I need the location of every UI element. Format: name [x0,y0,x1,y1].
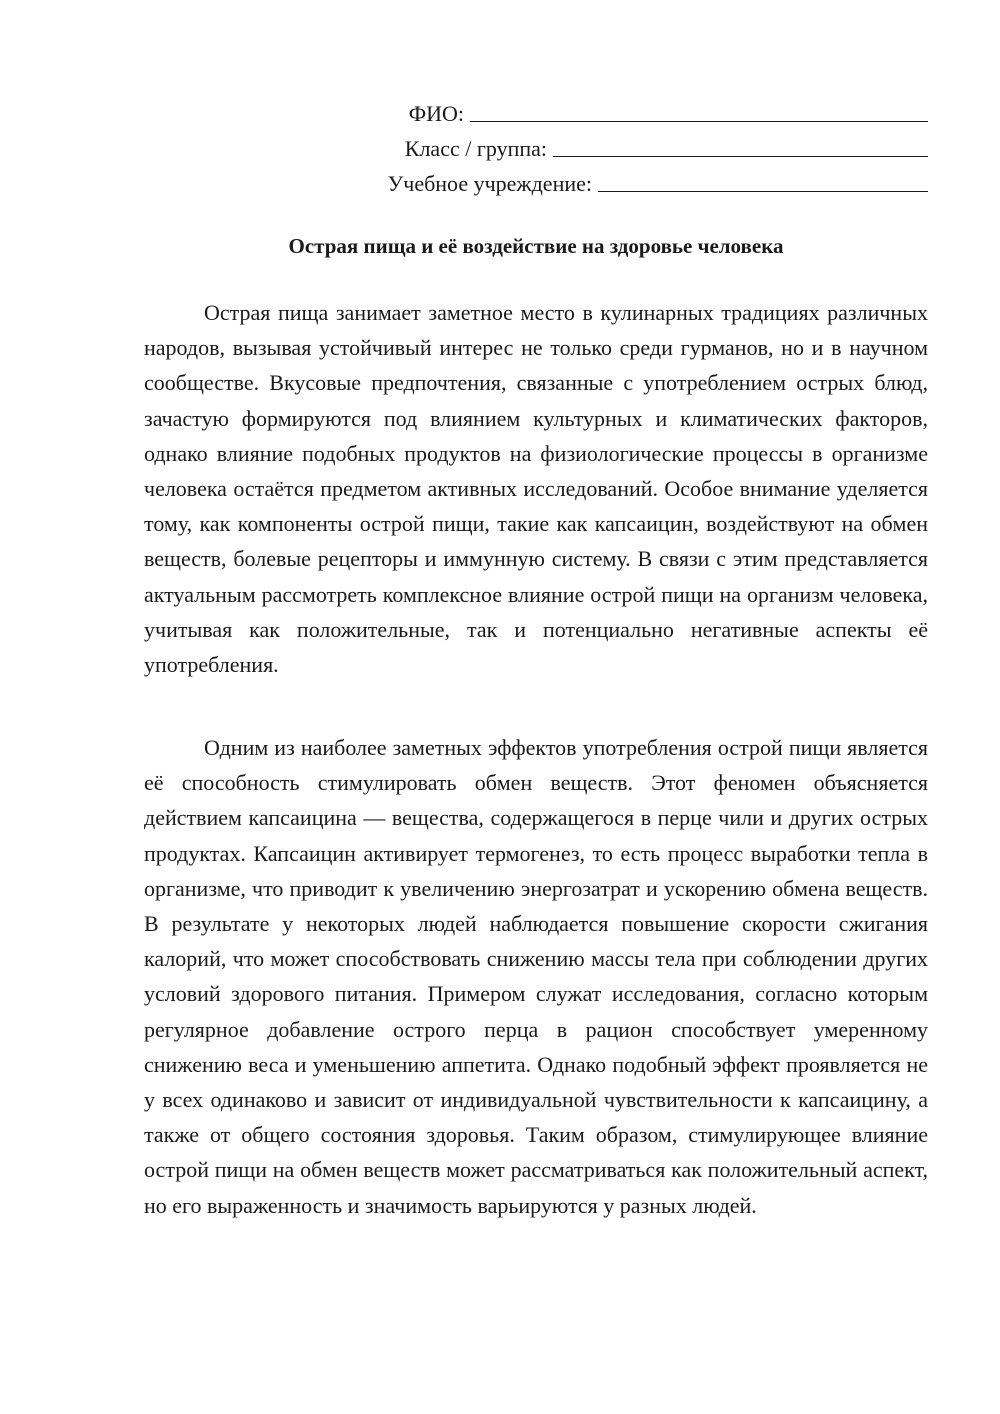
class-blank[interactable] [553,135,928,157]
fio-blank[interactable] [470,100,928,122]
school-label: Учебное учреждение: [387,171,592,196]
document-title: Острая пища и её воздействие на здоровье человека [288,234,784,258]
class-label: Класс / группа: [404,136,547,161]
student-info-block [300,92,928,197]
fio-label: ФИО: [408,101,464,126]
paragraph-1: Острая пища занимает заметное место в кулинарных традициях различных народов, вызывая устойчивый интерес не только среди гурманов, но и в научном сообществе. Вкусовые предпочтения, связанные с употреблением острых блюд, зачастую формируются под влиянием культурных и климатических факторов, однако влияние подобных продуктов на физиологические процессы в организме человека остаётся предметом активных исследований. Особое внимание уделяется тому, как компоненты острой пищи, такие как капсаицин, воздействуют на обмен веществ, болевые рецепторы и иммунную систему. В связи с этим представляется актуальным рассмотреть комплексное влияние острой пищи на организм человека, учитывая как положительные, так и потенциально негативные аспекты её употребления. [144,300,928,678]
paragraph-2: Одним из наиболее заметных эффектов употребления острой пищи является её способность стимулировать обмен веществ. Этот феномен объясняется действием капсаицина — вещества, содержащегося в перце чили и других острых продуктах. Капсаицин активирует термогенез, то есть процесс выработки тепла в организме, что приводит к увеличению энергозатрат и ускорению обмена веществ. В результате у некоторых людей наблюдается повышение скорости сжигания калорий, что может способствовать снижению массы тела при соблюдении других условий здорового питания. Примером служат исследования, согласно которым регулярное добавление острого перца в рацион способствует умеренному снижению веса и уменьшению аппетита. Однако подобный эффект проявляется не у всех одинаково и зависит от индивидуальной чувствительности к капсаицину, а также от общего состояния здоровья. Таким образом, стимулирующее влияние острой пищи на обмен веществ может рассматриваться как положительный аспект, но его выраженность и значимость варьируются у разных людей. [144,735,928,1218]
class-line [300,127,928,162]
school-blank[interactable] [598,170,928,192]
school-line [300,162,928,197]
fio-line [300,92,928,127]
